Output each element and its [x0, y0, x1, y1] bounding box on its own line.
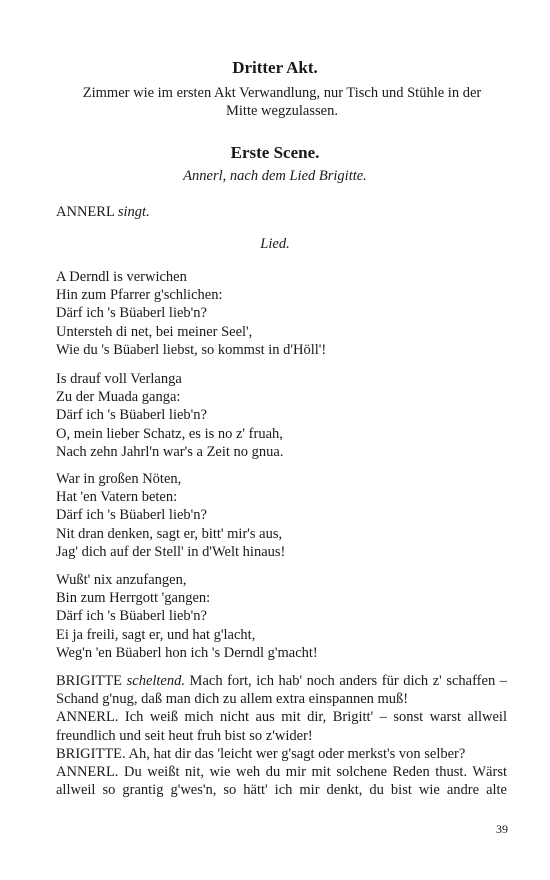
dialogue-paragraph: [56, 745, 507, 763]
song-stanza: [56, 571, 516, 662]
stage-direction: scheltend.: [126, 673, 185, 689]
verse-line: Jag' dich auf der Stell' in d'Welt hinaus!: [56, 543, 286, 560]
verse-line: Zu der Muada ganga:: [56, 389, 181, 406]
speaker-intro: [56, 204, 150, 221]
verse-line: Därf ich 's Büaberl lieb'n?: [56, 305, 207, 322]
verse-line: Wie du 's Büaberl liebst, so kommst in d'Höll'!: [56, 341, 327, 358]
verse-line: Hin zum Pfarrer g'schlichen:: [56, 287, 223, 304]
dialogue-text: Mach fort, ich hab' noch anders für dich z' schaffen – Schand g'nug, daß man dich zu allem extra einspannen muß!: [56, 673, 507, 708]
dialogue-paragraph: [56, 672, 507, 708]
verse-line: O, mein lieber Schatz, es is no z' fruah,: [56, 425, 283, 442]
scene-title: Erste Scene.: [230, 143, 320, 162]
speaker-name: ANNERL.: [56, 709, 119, 726]
song-title: Lied.: [260, 236, 290, 252]
act-stage-direction: [56, 84, 508, 120]
verse-line: Nach zehn Jahrl'n war's a Zeit no gnua.: [56, 443, 284, 460]
verse-line: Därf ich 's Büaberl lieb'n?: [56, 507, 207, 524]
verse-line: Bin zum Herrgott 'gangen:: [56, 590, 211, 607]
dialogue-text: Du weißt nit, wie weh du mir mit solchene Reden thust. Wärst allweil so grantig g'wes'n, so hätt' ich mir denkt, du bist wie andre alte: [56, 764, 507, 799]
verse-line: War in großen Nöten,: [56, 471, 182, 487]
verse-line: Därf ich 's Büaberl lieb'n?: [56, 407, 207, 424]
speaker-name: ANNERL: [56, 204, 115, 220]
verse-line: Ei ja freili, sagt er, und hat g'lacht,: [56, 626, 256, 643]
act-title: Dritter Akt.: [232, 58, 318, 77]
page-number: 39: [496, 822, 508, 836]
song-stanza: [56, 470, 516, 561]
speaker-name: BRIGITTE: [56, 673, 123, 689]
verse-line: Nit dran denken, sagt er, bitt' mir's aus,: [56, 525, 283, 542]
song-stanza: [56, 370, 516, 461]
dialogue-paragraph: [56, 763, 507, 799]
verse-line: Hat 'en Vatern beten:: [56, 489, 178, 506]
verse-line: Is drauf voll Verlanga: [56, 371, 182, 387]
speaker-name: BRIGITTE.: [56, 745, 126, 762]
verse-line: Därf ich 's Büaberl lieb'n?: [56, 608, 207, 625]
act-stage-direction-line: Mitte wegzulassen.: [226, 103, 338, 119]
scene-stage-direction: Annerl, nach dem Lied Brigitte.: [183, 168, 367, 184]
dialogue-text: Ah, hat dir das 'leicht wer g'sagt oder merkst's von selber?: [125, 745, 466, 762]
speaker-name: ANNERL.: [56, 764, 119, 781]
verse-line: A Derndl is verwichen: [56, 269, 187, 285]
dialogue-text: Ich weiß mich nicht aus mit dir, Brigitt' – sonst warst allweil freundlich und seit heut fruh bist so z'wider!: [56, 709, 507, 744]
dialogue-paragraph: [56, 708, 507, 744]
act-stage-direction-line: Zimmer wie im ersten Akt Verwandlung, nur Tisch und Stühle in der: [82, 85, 482, 101]
verse-line: Weg'n 'en Büaberl hon ich 's Derndl g'macht!: [56, 644, 318, 661]
verse-line: Untersteh di net, bei meiner Seel',: [56, 323, 253, 340]
song-stanza: [56, 268, 516, 359]
stage-direction: singt.: [117, 204, 150, 220]
verse-line: Wußt' nix anzufangen,: [56, 572, 187, 588]
dialogue-block: [56, 672, 507, 799]
